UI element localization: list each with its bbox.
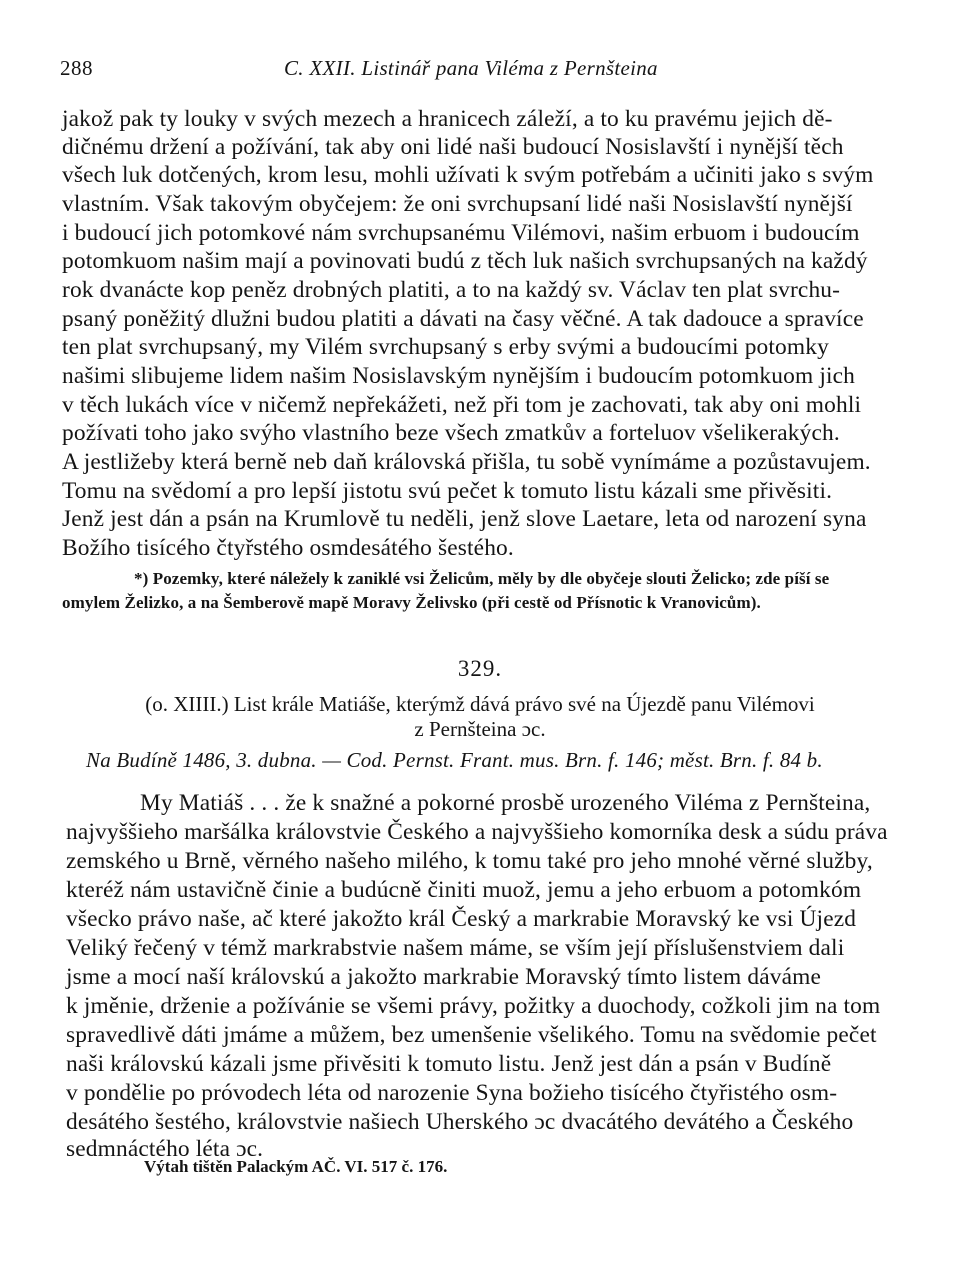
footnote-line: *) Pozemky, které náležely k zaniklé vsi Želicům, měly by dle obyčeje slouti Želicko; zde píší se (134, 569, 830, 588)
text-line: vlastním. Však takovým obyčejem: že oni svrchupsaní lidé naši Nosislavští nynější (62, 191, 853, 217)
footnote-line: omylem Želizko, a na Šemberově mapě Moravy Želivsko (při cestě od Přísnotic k Vranovicům). (62, 593, 761, 612)
heading-line: (o. XIIII.) List krále Matiáše, kterýmž dává právo své na Újezdě panu Vilémovi (145, 692, 815, 716)
text-line: Veliký řečený v témž markrabstvie našem máme, se vším její příslušenstviem dali (66, 935, 845, 961)
text-line: zemského u Brně, věrného našeho milého, k tomu také pro jeho mnohé věrné služby, (66, 848, 873, 874)
text-line: i budoucí jich potomkové nám svrchupsanému Vilémovi, našim erbuom i budoucím (62, 220, 860, 246)
text-line: najvyššieho maršálka královstvie Českého a najvyššieho komorníka desk a súdu práva (66, 819, 888, 845)
text-line: naši královskú kázali jsme přivěsiti k tomuto listu. Jenž jest dán a psán v Budíně (66, 1051, 832, 1077)
text-line: kteréž nám ustavičně činie a budúcně činiti muož, jemu a jeho erbuom a potomkóm (66, 877, 862, 903)
heading-line: z Pernšteina ɔc. (414, 717, 546, 741)
text-line: všecko právo naše, ač které jakožto král Český a markrabie Moravský ke vsi Újezd (66, 906, 857, 932)
text-line: v těch lukách více v ničemž nepřekážeti, než při tom je zachovati, tak aby oni mohli (62, 392, 862, 418)
text-line: Božího tisícého čtyřstého osmdesátého šestého. (62, 535, 514, 561)
text-line: požívati toho jako svýho vlastního beze všech zmatkův a forteluov všelikerakých. (62, 420, 840, 446)
text-line: desátého šestého, královstvie našiech Uherského ɔc dvacátého devátého a Českého (66, 1109, 854, 1135)
text-line: sedmnáctého léta ɔc. (66, 1136, 264, 1162)
text-line: našimi slibujeme lidem našim Nosislavským nynějším i budoucím potomkuom jich (62, 363, 855, 389)
text-line: Tomu na svědomí a pro lepší jistotu svú pečet k tomuto listu kázali sme přivěsiti. (62, 478, 833, 504)
text-line: jakož pak ty louky v svých mezech a hranicech záleží, a to ku pravému jejich dě- (62, 106, 833, 132)
text-line: k jměnie, drženie a požívánie se všemi právy, požitky a duochody, cožkoli jim na tom (66, 993, 881, 1019)
date-source-line: Na Budíně 1486, 3. dubna. — Cod. Pernst. Frant. mus. Brn. f. 146; měst. Brn. f. 84 b. (86, 748, 823, 772)
running-title: C. XXII. Listinář pana Viléma z Pernšteina (284, 56, 658, 80)
text-line: Jenž jest dán a psán na Krumlově tu neděli, jenž slove Laetare, leta od narození syna (62, 506, 867, 532)
text-line: rok dvanácte kop peněz drobných platiti, a to na každý sv. Václav ten plat svrchu- (62, 277, 841, 303)
text-line: A jestližeby která berně neb daň královská přišla, tu sobě vynímáme a pozůstavujem. (62, 449, 871, 475)
page-number: 288 (60, 56, 93, 80)
text-line: v pondělie po próvodech léta od narozenie Syna božieho tisícého čtyřistého osm- (66, 1080, 838, 1106)
text-line: ten plat svrchupsaný, my Vilém svrchupsaný s erby svými a budoucími potomky (62, 334, 829, 360)
text-line: spravedlivě dáti jmáme a můžem, bez umenšenie všelikého. Tomu na svědomie pečet (66, 1022, 877, 1048)
text-line: jsme a mocí naší královskú a jakožto markrabie Moravský tímto listem dáváme (66, 964, 822, 990)
text-line: všech luk dotčených, krom lesu, mohli užívati k svým potřebám a učiniti jako s svým (62, 162, 874, 188)
text-line: dičnému držení a požívání, tak aby oni lidé naši budoucí Nosislavští i nynější těch (62, 134, 844, 160)
document-number: 329. (457, 656, 503, 681)
text-line: My Matiáš . . . že k snažné a pokorné prosbě urozeného Viléma z Pernšteina, (140, 790, 871, 816)
text-line: psaný poněžitý dlužni budou platiti a dávati na časy věčné. A tak dadouce a spravíce (62, 306, 864, 332)
text-line: potomkuom našim mají a povinovati budú z těch luk našich svrchupsaných na každý (62, 248, 868, 274)
source-note: Výtah tištěn Palackým AČ. VI. 517 č. 176. (144, 1157, 448, 1176)
